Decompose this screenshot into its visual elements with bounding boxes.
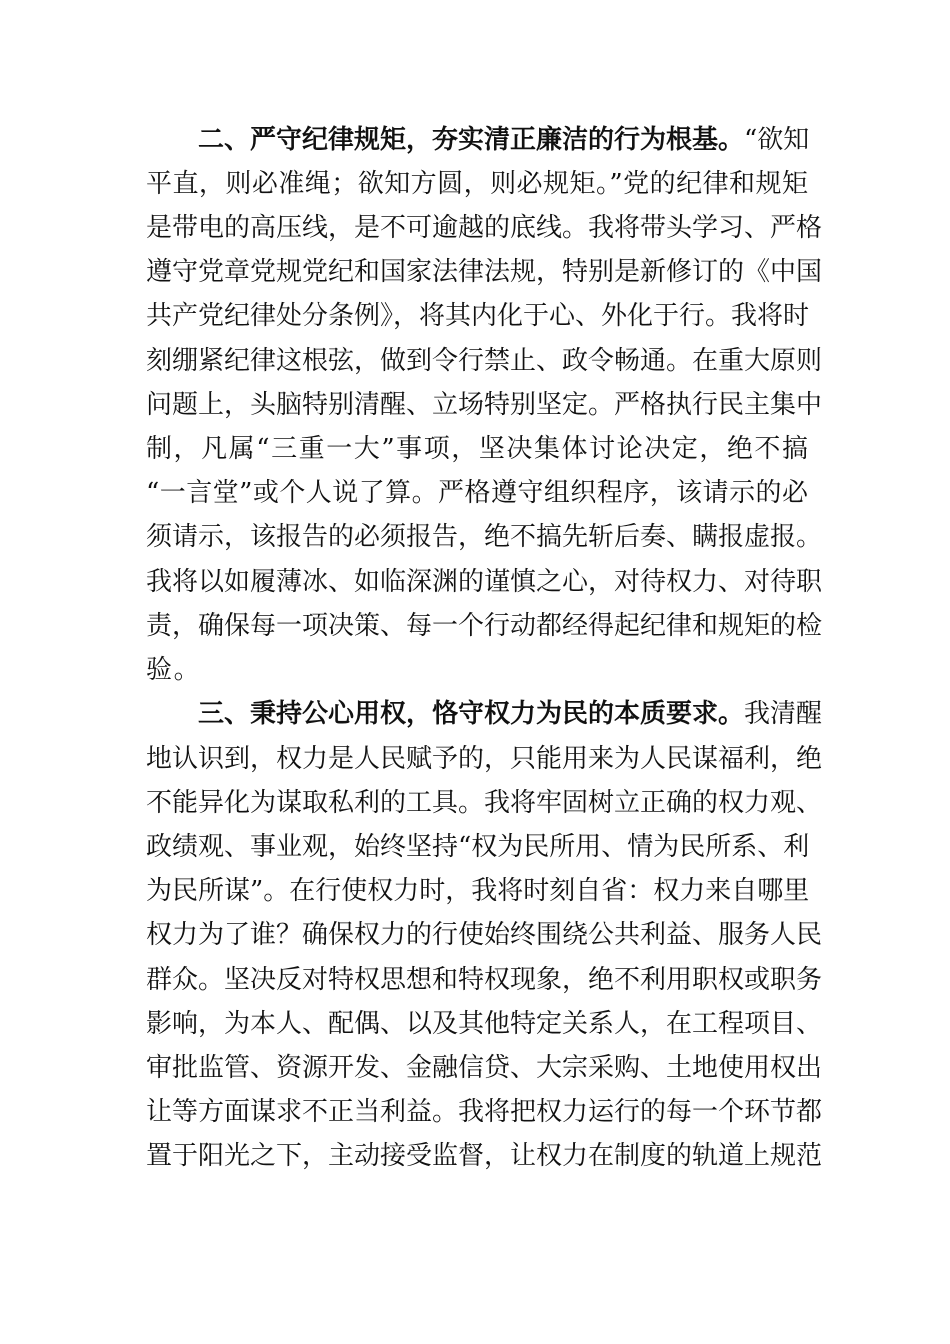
paragraph-line: 置于阳光之下，主动接受监督，让权力在制度的轨道上规范 <box>146 1141 823 1171</box>
paragraph-line: 政绩观、事业观，始终坚持“权为民所用、情为民所系、利 <box>146 832 810 862</box>
paragraph-line: 验。 <box>146 655 202 685</box>
paragraph-line: 不能异化为谋取私利的工具。我将牢固树立正确的权力观、 <box>146 788 823 818</box>
paragraph-line: 平直，则必准绳；欲知方圆，则必规矩。”党的纪律和规矩 <box>146 169 808 199</box>
section-heading: 三、秉持公心用权，恪守权力为民的本质要求。 <box>198 699 745 729</box>
paragraph-line: 为民所谋”。在行使权力时，我将时刻自省：权力来自哪里 <box>146 876 810 906</box>
paragraph-line <box>198 692 823 736</box>
paragraph-line: 让等方面谋求不正当利益。我将把权力运行的每一个环节都 <box>146 1097 823 1127</box>
paragraph-line: 影响，为本人、配偶、以及其他特定关系人，在工程项目、 <box>146 1009 823 1039</box>
paragraph-line: 群众。坚决反对特权思想和特权现象，绝不利用职权或职务 <box>146 965 823 995</box>
paragraph-line: “一言堂”或个人说了算。严格遵守组织程序，该请示的必 <box>146 478 808 508</box>
paragraph-line: 我将以如履薄冰、如临深渊的谨慎之心，对待权力、对待职 <box>146 567 823 597</box>
paragraph-line: 地认识到，权力是人民赋予的，只能用来为人民谋福利，绝 <box>146 744 823 774</box>
paragraph-line <box>198 118 808 162</box>
paragraph-line: 是带电的高压线，是不可逾越的底线。我将带头学习、严格 <box>146 213 823 243</box>
paragraph-line: 审批监管、资源开发、金融信贷、大宗采购、土地使用权出 <box>146 1053 823 1083</box>
paragraph-line: 权力为了谁？确保权力的行使始终围绕公共利益、服务人民 <box>146 920 823 950</box>
paragraph-line: 共产党纪律处分条例》，将其内化于心、外化于行。我将时 <box>146 301 810 331</box>
paragraph-line: 责，确保每一项决策、每一个行动都经得起纪律和规矩的检 <box>146 611 823 641</box>
paragraph-text: “欲知 <box>744 125 810 155</box>
paragraph-line: 须请示，该报告的必须报告，绝不搞先斩后奏、瞒报虚报。 <box>146 522 823 552</box>
paragraph-line: 问题上，头脑特别清醒、立场特别坚定。严格执行民主集中 <box>146 390 823 420</box>
paragraph-line: 遵守党章党规党纪和国家法律法规，特别是新修订的《中国 <box>146 257 823 287</box>
paragraph-line: 制，凡属“三重一大”事项，坚决集体讨论决定，绝不搞 <box>146 434 808 464</box>
paragraph-line: 刻绷紧纪律这根弦，做到令行禁止、政令畅通。在重大原则 <box>146 346 823 376</box>
section-heading: 二、严守纪律规矩，夯实清正廉洁的行为根基。 <box>198 125 745 155</box>
paragraph-text: 我清醒 <box>744 699 823 729</box>
